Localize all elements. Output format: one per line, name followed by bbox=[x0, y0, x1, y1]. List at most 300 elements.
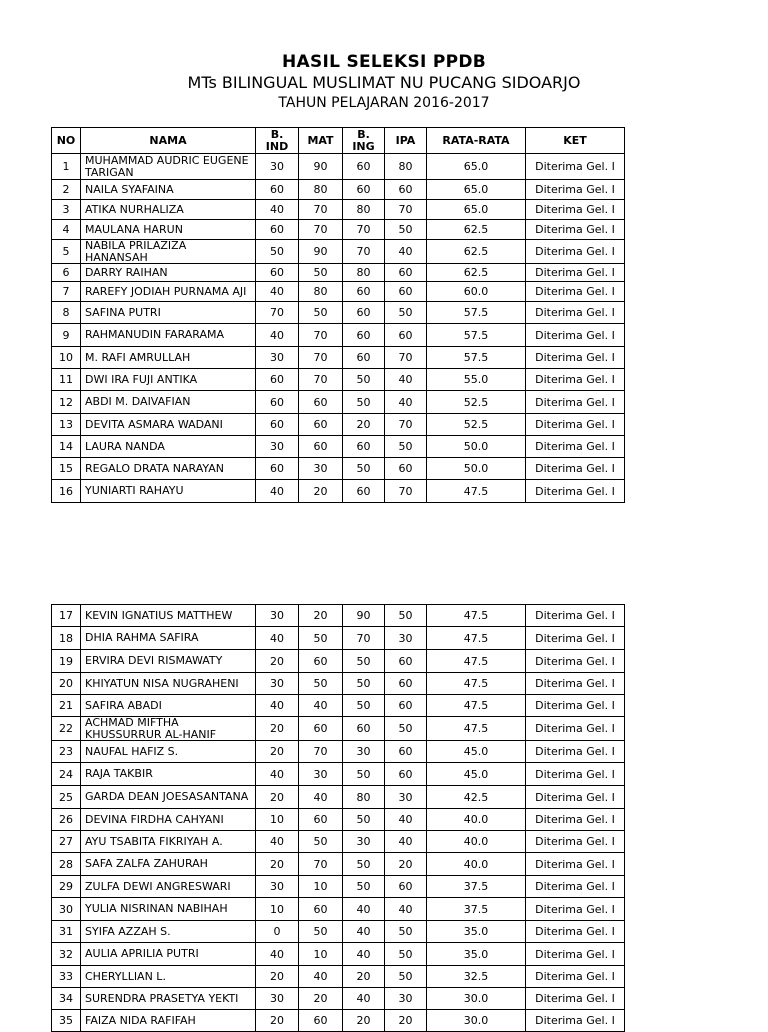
cell-no: 10 bbox=[52, 347, 81, 369]
cell-nama: DEVITA ASMARA WADANI bbox=[81, 414, 256, 436]
cell-bind: 10 bbox=[256, 809, 299, 831]
cell-bind: 30 bbox=[256, 154, 299, 180]
table-row bbox=[52, 763, 625, 786]
cell-rata: 30.0 bbox=[427, 988, 526, 1010]
cell-bind: 30 bbox=[256, 436, 299, 458]
cell-mat: 50 bbox=[299, 831, 343, 853]
cell-rata: 50.0 bbox=[427, 458, 526, 480]
cell-nama: KEVIN IGNATIUS MATTHEW bbox=[81, 605, 256, 627]
cell-bing: 60 bbox=[343, 302, 385, 324]
cell-nama: SAFIRA ABADI bbox=[81, 695, 256, 717]
cell-no: 26 bbox=[52, 809, 81, 831]
cell-mat: 40 bbox=[299, 786, 343, 809]
cell-ket: Diterima Gel. I bbox=[526, 627, 625, 650]
cell-bind: 30 bbox=[256, 876, 299, 898]
cell-bing: 30 bbox=[343, 831, 385, 853]
cell-ket: Diterima Gel. I bbox=[526, 154, 625, 180]
cell-bing: 20 bbox=[343, 414, 385, 436]
cell-bing: 40 bbox=[343, 898, 385, 921]
col-header-bing: B. ING bbox=[343, 128, 385, 154]
cell-bind: 30 bbox=[256, 347, 299, 369]
cell-no: 2 bbox=[52, 180, 81, 200]
table-row bbox=[52, 180, 625, 200]
cell-ipa: 30 bbox=[385, 988, 427, 1010]
table-row bbox=[52, 605, 625, 627]
cell-no: 34 bbox=[52, 988, 81, 1010]
cell-ket: Diterima Gel. I bbox=[526, 605, 625, 627]
cell-bind: 60 bbox=[256, 180, 299, 200]
cell-bing: 40 bbox=[343, 921, 385, 943]
cell-mat: 70 bbox=[299, 369, 343, 391]
cell-no: 13 bbox=[52, 414, 81, 436]
cell-nama: DHIA RAHMA SAFIRA bbox=[81, 627, 256, 650]
cell-no: 29 bbox=[52, 876, 81, 898]
cell-nama: LAURA NANDA bbox=[81, 436, 256, 458]
cell-bing: 60 bbox=[343, 436, 385, 458]
cell-bing: 50 bbox=[343, 876, 385, 898]
cell-mat: 30 bbox=[299, 458, 343, 480]
cell-ket: Diterima Gel. I bbox=[526, 695, 625, 717]
results-table-part-2 bbox=[51, 604, 625, 1032]
cell-ket: Diterima Gel. I bbox=[526, 741, 625, 763]
cell-rata: 52.5 bbox=[427, 391, 526, 414]
cell-no: 33 bbox=[52, 966, 81, 988]
col-header-ket: KET bbox=[526, 128, 625, 154]
table-row bbox=[52, 876, 625, 898]
cell-nama: NAILA SYAFAINA bbox=[81, 180, 256, 200]
cell-nama: REGALO DRATA NARAYAN bbox=[81, 458, 256, 480]
cell-ipa: 60 bbox=[385, 282, 427, 302]
cell-ipa: 60 bbox=[385, 650, 427, 673]
cell-no: 15 bbox=[52, 458, 81, 480]
cell-nama: NAUFAL HAFIZ S. bbox=[81, 741, 256, 763]
cell-mat: 20 bbox=[299, 480, 343, 503]
cell-no: 9 bbox=[52, 324, 81, 347]
table-row bbox=[52, 391, 625, 414]
table-row bbox=[52, 414, 625, 436]
cell-no: 22 bbox=[52, 717, 81, 741]
cell-bing: 30 bbox=[343, 741, 385, 763]
table-row bbox=[52, 809, 625, 831]
cell-no: 8 bbox=[52, 302, 81, 324]
cell-mat: 10 bbox=[299, 876, 343, 898]
cell-mat: 50 bbox=[299, 627, 343, 650]
cell-bind: 20 bbox=[256, 966, 299, 988]
cell-ipa: 60 bbox=[385, 763, 427, 786]
cell-ket: Diterima Gel. I bbox=[526, 786, 625, 809]
cell-bing: 70 bbox=[343, 220, 385, 240]
cell-bind: 10 bbox=[256, 898, 299, 921]
cell-ket: Diterima Gel. I bbox=[526, 988, 625, 1010]
cell-mat: 70 bbox=[299, 220, 343, 240]
cell-nama: ZULFA DEWI ANGRESWARI bbox=[81, 876, 256, 898]
cell-no: 32 bbox=[52, 943, 81, 966]
cell-mat: 90 bbox=[299, 240, 343, 264]
cell-ipa: 70 bbox=[385, 200, 427, 220]
cell-nama: MUHAMMAD AUDRIC EUGENE TARIGAN bbox=[81, 154, 256, 180]
cell-bind: 0 bbox=[256, 921, 299, 943]
cell-ipa: 60 bbox=[385, 458, 427, 480]
cell-rata: 47.5 bbox=[427, 605, 526, 627]
cell-mat: 10 bbox=[299, 943, 343, 966]
cell-nama: DWI IRA FUJI ANTIKA bbox=[81, 369, 256, 391]
table-row bbox=[52, 200, 625, 220]
table-row bbox=[52, 302, 625, 324]
col-header-ipa: IPA bbox=[385, 128, 427, 154]
cell-ipa: 50 bbox=[385, 436, 427, 458]
cell-nama: SURENDRA PRASETYA YEKTI bbox=[81, 988, 256, 1010]
cell-no: 6 bbox=[52, 264, 81, 282]
cell-mat: 60 bbox=[299, 436, 343, 458]
cell-mat: 60 bbox=[299, 809, 343, 831]
cell-nama: ACHMAD MIFTHA KHUSSURRUR AL-HANIF bbox=[81, 717, 256, 741]
col-header-nama: NAMA bbox=[81, 128, 256, 154]
cell-no: 24 bbox=[52, 763, 81, 786]
cell-rata: 47.5 bbox=[427, 695, 526, 717]
cell-rata: 62.5 bbox=[427, 220, 526, 240]
cell-nama: SAFINA PUTRI bbox=[81, 302, 256, 324]
cell-bind: 30 bbox=[256, 988, 299, 1010]
cell-no: 5 bbox=[52, 240, 81, 264]
cell-ket: Diterima Gel. I bbox=[526, 414, 625, 436]
cell-mat: 50 bbox=[299, 264, 343, 282]
cell-ket: Diterima Gel. I bbox=[526, 763, 625, 786]
cell-nama: KHIYATUN NISA NUGRAHENI bbox=[81, 673, 256, 695]
table-row bbox=[52, 853, 625, 876]
cell-rata: 65.0 bbox=[427, 180, 526, 200]
cell-no: 19 bbox=[52, 650, 81, 673]
cell-mat: 40 bbox=[299, 695, 343, 717]
cell-no: 35 bbox=[52, 1010, 81, 1032]
cell-ket: Diterima Gel. I bbox=[526, 966, 625, 988]
cell-bing: 80 bbox=[343, 200, 385, 220]
cell-ipa: 60 bbox=[385, 264, 427, 282]
cell-rata: 65.0 bbox=[427, 154, 526, 180]
cell-nama: RAREFY JODIAH PURNAMA AJI bbox=[81, 282, 256, 302]
cell-mat: 60 bbox=[299, 1010, 343, 1032]
cell-nama: ATIKA NURHALIZA bbox=[81, 200, 256, 220]
cell-bind: 30 bbox=[256, 605, 299, 627]
cell-bind: 60 bbox=[256, 391, 299, 414]
cell-rata: 47.5 bbox=[427, 480, 526, 503]
cell-rata: 62.5 bbox=[427, 264, 526, 282]
cell-nama: CHERYLLIAN L. bbox=[81, 966, 256, 988]
cell-bind: 20 bbox=[256, 650, 299, 673]
cell-bing: 70 bbox=[343, 240, 385, 264]
cell-no: 27 bbox=[52, 831, 81, 853]
cell-no: 25 bbox=[52, 786, 81, 809]
cell-rata: 35.0 bbox=[427, 921, 526, 943]
cell-bing: 40 bbox=[343, 988, 385, 1010]
table-row bbox=[52, 943, 625, 966]
col-header-rata: RATA-RATA bbox=[427, 128, 526, 154]
cell-bind: 40 bbox=[256, 282, 299, 302]
cell-bing: 70 bbox=[343, 627, 385, 650]
cell-bind: 20 bbox=[256, 786, 299, 809]
table-row bbox=[52, 264, 625, 282]
cell-no: 3 bbox=[52, 200, 81, 220]
cell-ipa: 50 bbox=[385, 921, 427, 943]
cell-ipa: 50 bbox=[385, 966, 427, 988]
table-row bbox=[52, 324, 625, 347]
cell-bing: 80 bbox=[343, 264, 385, 282]
cell-bing: 80 bbox=[343, 786, 385, 809]
cell-bind: 20 bbox=[256, 1010, 299, 1032]
col-header-no: NO bbox=[52, 128, 81, 154]
table-row bbox=[52, 347, 625, 369]
cell-bind: 40 bbox=[256, 831, 299, 853]
cell-mat: 70 bbox=[299, 200, 343, 220]
cell-rata: 45.0 bbox=[427, 763, 526, 786]
page-title: HASIL SELEKSI PPDB bbox=[281, 52, 487, 72]
cell-ipa: 60 bbox=[385, 324, 427, 347]
cell-ket: Diterima Gel. I bbox=[526, 921, 625, 943]
table-row bbox=[52, 650, 625, 673]
cell-no: 23 bbox=[52, 741, 81, 763]
cell-rata: 35.0 bbox=[427, 943, 526, 966]
table-row bbox=[52, 921, 625, 943]
cell-ipa: 40 bbox=[385, 369, 427, 391]
cell-ipa: 50 bbox=[385, 220, 427, 240]
cell-ipa: 50 bbox=[385, 717, 427, 741]
academic-year: TAHUN PELAJARAN 2016-2017 bbox=[278, 95, 490, 111]
cell-bing: 40 bbox=[343, 943, 385, 966]
cell-bing: 60 bbox=[343, 180, 385, 200]
table-row bbox=[52, 717, 625, 741]
cell-nama: GARDA DEAN JOESASANTANA bbox=[81, 786, 256, 809]
cell-bind: 60 bbox=[256, 458, 299, 480]
cell-rata: 57.5 bbox=[427, 324, 526, 347]
cell-nama: RAJA TAKBIR bbox=[81, 763, 256, 786]
table-row bbox=[52, 831, 625, 853]
col-header-bind: B. IND bbox=[256, 128, 299, 154]
cell-rata: 52.5 bbox=[427, 414, 526, 436]
cell-nama: SYIFA AZZAH S. bbox=[81, 921, 256, 943]
cell-ipa: 30 bbox=[385, 627, 427, 650]
table-row bbox=[52, 282, 625, 302]
cell-mat: 80 bbox=[299, 180, 343, 200]
cell-bind: 30 bbox=[256, 673, 299, 695]
cell-bing: 60 bbox=[343, 347, 385, 369]
cell-mat: 70 bbox=[299, 853, 343, 876]
cell-ket: Diterima Gel. I bbox=[526, 240, 625, 264]
cell-rata: 47.5 bbox=[427, 717, 526, 741]
cell-nama: MAULANA HARUN bbox=[81, 220, 256, 240]
cell-rata: 50.0 bbox=[427, 436, 526, 458]
cell-ipa: 40 bbox=[385, 391, 427, 414]
table-row bbox=[52, 898, 625, 921]
cell-mat: 60 bbox=[299, 414, 343, 436]
cell-bing: 50 bbox=[343, 391, 385, 414]
cell-mat: 70 bbox=[299, 741, 343, 763]
cell-nama: AYU TSABITA FIKRIYAH A. bbox=[81, 831, 256, 853]
cell-mat: 80 bbox=[299, 282, 343, 302]
cell-ipa: 70 bbox=[385, 480, 427, 503]
cell-no: 20 bbox=[52, 673, 81, 695]
cell-rata: 47.5 bbox=[427, 650, 526, 673]
cell-ket: Diterima Gel. I bbox=[526, 436, 625, 458]
cell-no: 16 bbox=[52, 480, 81, 503]
cell-nama: ABDI M. DAIVAFIAN bbox=[81, 391, 256, 414]
cell-rata: 47.5 bbox=[427, 627, 526, 650]
cell-ket: Diterima Gel. I bbox=[526, 480, 625, 503]
cell-ket: Diterima Gel. I bbox=[526, 853, 625, 876]
cell-ipa: 20 bbox=[385, 853, 427, 876]
cell-rata: 47.5 bbox=[427, 673, 526, 695]
cell-mat: 60 bbox=[299, 717, 343, 741]
cell-ket: Diterima Gel. I bbox=[526, 876, 625, 898]
cell-rata: 37.5 bbox=[427, 876, 526, 898]
table-row bbox=[52, 436, 625, 458]
cell-ket: Diterima Gel. I bbox=[526, 458, 625, 480]
cell-ket: Diterima Gel. I bbox=[526, 809, 625, 831]
cell-ipa: 40 bbox=[385, 831, 427, 853]
cell-ket: Diterima Gel. I bbox=[526, 220, 625, 240]
results-table-part-1 bbox=[51, 127, 625, 503]
cell-ipa: 50 bbox=[385, 943, 427, 966]
cell-mat: 50 bbox=[299, 673, 343, 695]
cell-nama: RAHMANUDIN FARARAMA bbox=[81, 324, 256, 347]
table-row bbox=[52, 741, 625, 763]
cell-mat: 20 bbox=[299, 988, 343, 1010]
cell-nama: NABILA PRILAZIZA HANANSAH bbox=[81, 240, 256, 264]
cell-rata: 40.0 bbox=[427, 831, 526, 853]
cell-bind: 40 bbox=[256, 480, 299, 503]
table-row bbox=[52, 786, 625, 809]
cell-bing: 50 bbox=[343, 695, 385, 717]
cell-rata: 42.5 bbox=[427, 786, 526, 809]
cell-bing: 90 bbox=[343, 605, 385, 627]
cell-ipa: 60 bbox=[385, 180, 427, 200]
cell-rata: 65.0 bbox=[427, 200, 526, 220]
cell-bing: 50 bbox=[343, 369, 385, 391]
cell-bind: 70 bbox=[256, 302, 299, 324]
cell-no: 12 bbox=[52, 391, 81, 414]
cell-ket: Diterima Gel. I bbox=[526, 369, 625, 391]
cell-nama: ERVIRA DEVI RISMAWATY bbox=[81, 650, 256, 673]
cell-no: 31 bbox=[52, 921, 81, 943]
cell-ket: Diterima Gel. I bbox=[526, 324, 625, 347]
cell-no: 21 bbox=[52, 695, 81, 717]
cell-bind: 60 bbox=[256, 414, 299, 436]
cell-rata: 40.0 bbox=[427, 809, 526, 831]
cell-no: 17 bbox=[52, 605, 81, 627]
table-row bbox=[52, 988, 625, 1010]
cell-ket: Diterima Gel. I bbox=[526, 898, 625, 921]
cell-mat: 50 bbox=[299, 302, 343, 324]
table-row bbox=[52, 1010, 625, 1032]
cell-nama: DEVINA FIRDHA CAHYANI bbox=[81, 809, 256, 831]
cell-bind: 20 bbox=[256, 853, 299, 876]
cell-bind: 20 bbox=[256, 717, 299, 741]
cell-bind: 40 bbox=[256, 763, 299, 786]
cell-rata: 45.0 bbox=[427, 741, 526, 763]
cell-ipa: 60 bbox=[385, 876, 427, 898]
cell-mat: 60 bbox=[299, 898, 343, 921]
cell-bind: 40 bbox=[256, 200, 299, 220]
cell-bing: 50 bbox=[343, 673, 385, 695]
cell-mat: 70 bbox=[299, 347, 343, 369]
cell-rata: 40.0 bbox=[427, 853, 526, 876]
cell-no: 28 bbox=[52, 853, 81, 876]
cell-no: 1 bbox=[52, 154, 81, 180]
cell-mat: 60 bbox=[299, 391, 343, 414]
cell-rata: 62.5 bbox=[427, 240, 526, 264]
cell-rata: 32.5 bbox=[427, 966, 526, 988]
cell-ipa: 70 bbox=[385, 414, 427, 436]
cell-ipa: 40 bbox=[385, 240, 427, 264]
cell-ipa: 60 bbox=[385, 673, 427, 695]
cell-rata: 37.5 bbox=[427, 898, 526, 921]
cell-nama: DARRY RAIHAN bbox=[81, 264, 256, 282]
cell-no: 18 bbox=[52, 627, 81, 650]
cell-ipa: 50 bbox=[385, 605, 427, 627]
cell-ipa: 40 bbox=[385, 898, 427, 921]
cell-bing: 50 bbox=[343, 458, 385, 480]
cell-bing: 50 bbox=[343, 650, 385, 673]
cell-bind: 60 bbox=[256, 264, 299, 282]
table-row bbox=[52, 627, 625, 650]
school-name: MTs BILINGUAL MUSLIMAT NU PUCANG SIDOARJO bbox=[187, 73, 581, 92]
cell-no: 7 bbox=[52, 282, 81, 302]
cell-nama: YUNIARTI RAHAYU bbox=[81, 480, 256, 503]
table-header bbox=[52, 128, 625, 154]
cell-bing: 50 bbox=[343, 853, 385, 876]
cell-no: 11 bbox=[52, 369, 81, 391]
cell-ket: Diterima Gel. I bbox=[526, 264, 625, 282]
cell-bing: 60 bbox=[343, 282, 385, 302]
cell-rata: 57.5 bbox=[427, 302, 526, 324]
cell-bing: 50 bbox=[343, 809, 385, 831]
cell-ket: Diterima Gel. I bbox=[526, 650, 625, 673]
table-row bbox=[52, 673, 625, 695]
table-row bbox=[52, 240, 625, 264]
cell-ipa: 70 bbox=[385, 347, 427, 369]
cell-ket: Diterima Gel. I bbox=[526, 282, 625, 302]
cell-ket: Diterima Gel. I bbox=[526, 673, 625, 695]
cell-mat: 40 bbox=[299, 966, 343, 988]
table-row bbox=[52, 966, 625, 988]
cell-nama: AULIA APRILIA PUTRI bbox=[81, 943, 256, 966]
cell-ket: Diterima Gel. I bbox=[526, 831, 625, 853]
cell-nama: FAIZA NIDA RAFIFAH bbox=[81, 1010, 256, 1032]
table-row bbox=[52, 695, 625, 717]
cell-mat: 50 bbox=[299, 921, 343, 943]
cell-rata: 30.0 bbox=[427, 1010, 526, 1032]
cell-rata: 55.0 bbox=[427, 369, 526, 391]
cell-no: 14 bbox=[52, 436, 81, 458]
cell-bind: 60 bbox=[256, 220, 299, 240]
cell-ket: Diterima Gel. I bbox=[526, 1010, 625, 1032]
cell-ket: Diterima Gel. I bbox=[526, 391, 625, 414]
cell-nama: M. RAFI AMRULLAH bbox=[81, 347, 256, 369]
cell-mat: 60 bbox=[299, 650, 343, 673]
cell-rata: 60.0 bbox=[427, 282, 526, 302]
cell-mat: 90 bbox=[299, 154, 343, 180]
cell-bind: 50 bbox=[256, 240, 299, 264]
cell-mat: 70 bbox=[299, 324, 343, 347]
cell-nama: SAFA ZALFA ZAHURAH bbox=[81, 853, 256, 876]
cell-bind: 40 bbox=[256, 627, 299, 650]
cell-ket: Diterima Gel. I bbox=[526, 717, 625, 741]
col-header-mat: MAT bbox=[299, 128, 343, 154]
cell-ipa: 40 bbox=[385, 809, 427, 831]
table-row bbox=[52, 480, 625, 503]
cell-rata: 57.5 bbox=[427, 347, 526, 369]
cell-bind: 60 bbox=[256, 369, 299, 391]
cell-no: 4 bbox=[52, 220, 81, 240]
cell-nama: YULIA NISRINAN NABIHAH bbox=[81, 898, 256, 921]
